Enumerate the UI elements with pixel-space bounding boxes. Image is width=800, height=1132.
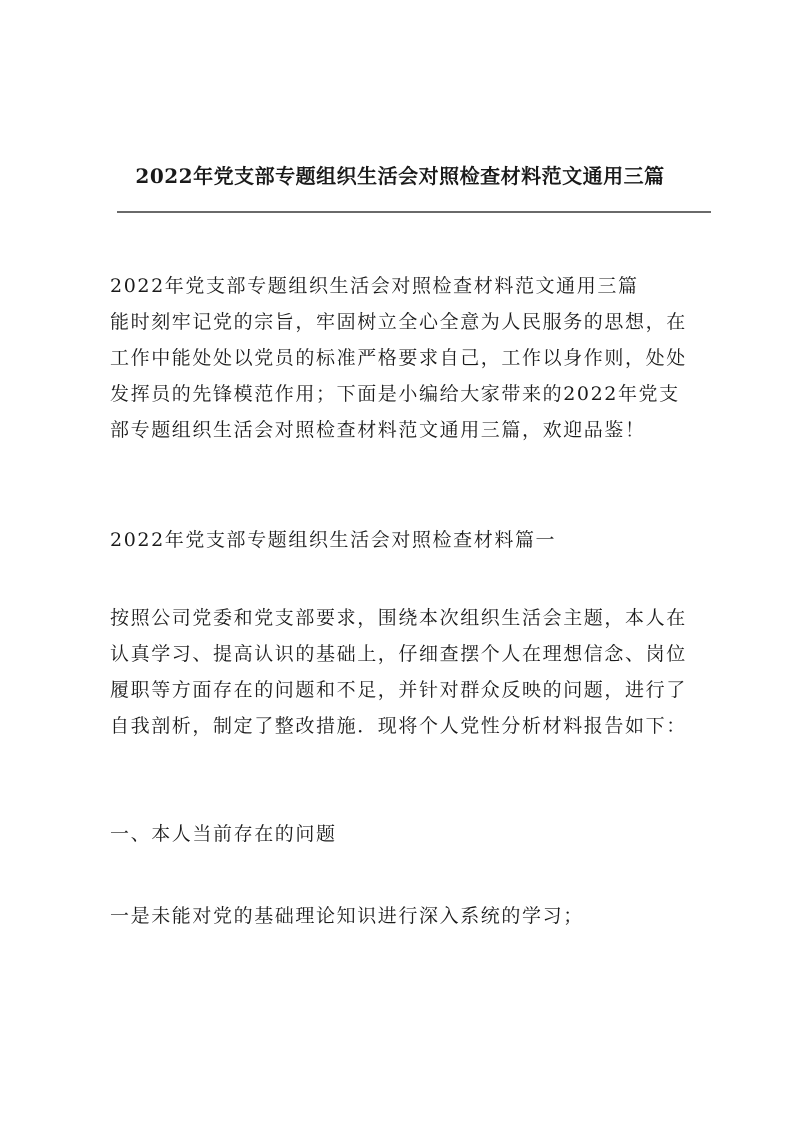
- intro-paragraph: [110, 268, 710, 448]
- title-divider: [117, 211, 711, 213]
- paragraph-line: 自我剖析，制定了整改措施．现将个人党性分析材料报告如下：: [110, 715, 687, 737]
- list-item-text: 一是未能对党的基础理论知识进行深入系统的学习；: [110, 905, 584, 927]
- paragraph-line: 认真学习、提高认识的基础上，仔细查摆个人在理想信念、岗位: [110, 643, 687, 665]
- subheading-text: 一、本人当前存在的问题: [110, 823, 337, 845]
- paragraph-line: 履职等方面存在的问题和不足，并针对群众反映的问题，进行了: [110, 679, 687, 701]
- paragraph-line: 按照公司党委和党支部要求，围绕本次组织生活会主题，本人在: [110, 607, 687, 629]
- intro-line: 2022年党支部专题组织生活会对照检查材料范文通用三篇: [110, 275, 639, 297]
- list-item: [110, 898, 710, 934]
- page-title: 2022年党支部专题组织生活会对照检查材料范文通用三篇: [135, 164, 665, 188]
- intro-line: 工作中能处处以党员的标准严格要求自己，工作以身作则，处处: [110, 347, 687, 369]
- section-heading: [110, 522, 710, 558]
- subheading: [110, 816, 710, 852]
- body-paragraph: [110, 600, 710, 744]
- intro-line: 部专题组织生活会对照检查材料范文通用三篇，欢迎品鉴！: [110, 419, 646, 441]
- section-heading-text: 2022年党支部专题组织生活会对照检查材料篇一: [110, 529, 557, 551]
- intro-line: 能时刻牢记党的宗旨，牢固树立全心全意为人民服务的思想，在: [110, 311, 687, 333]
- intro-line: 发挥员的先锋模范作用；下面是小编给大家带来的2022年党支: [110, 383, 680, 405]
